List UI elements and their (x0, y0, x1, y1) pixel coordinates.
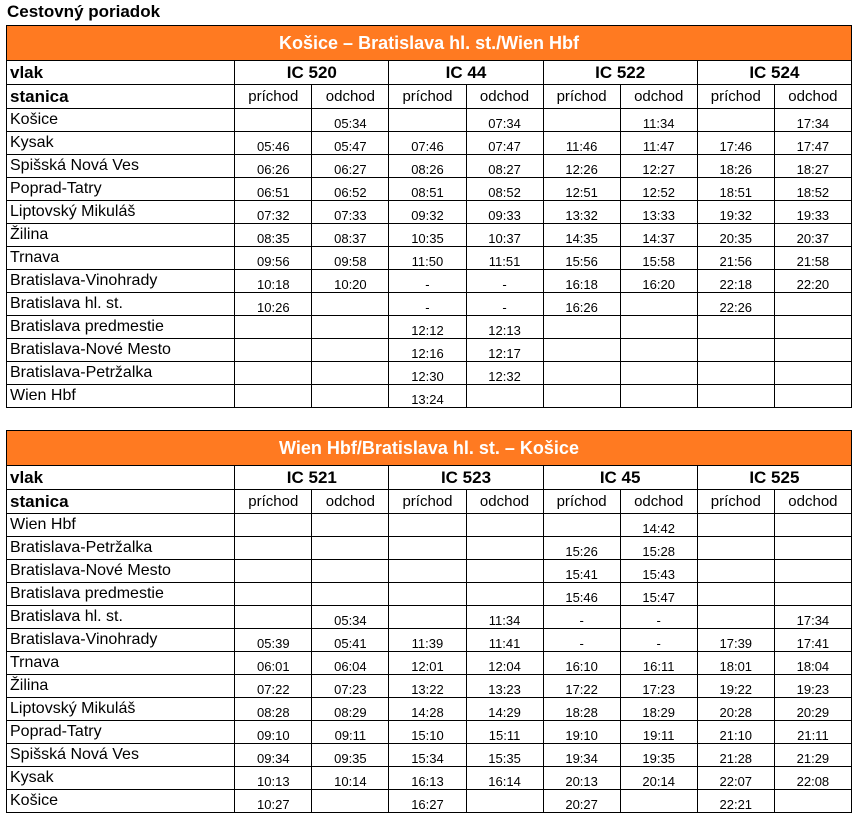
departure-time: 14:37 (620, 224, 697, 247)
arrival-time (543, 385, 620, 408)
arrival-time: 11:46 (543, 132, 620, 155)
table-row (7, 583, 852, 606)
departure-time: 19:11 (620, 721, 697, 744)
arrival-time: 18:01 (697, 652, 774, 675)
arrival-time: 05:46 (235, 132, 312, 155)
table-row (7, 560, 852, 583)
arrival-time: 22:07 (697, 767, 774, 790)
table-row (7, 247, 852, 270)
table-row (7, 385, 852, 408)
arrival-time: 17:22 (543, 675, 620, 698)
departure-time: 11:41 (466, 629, 543, 652)
train-number: IC 524 (697, 61, 851, 85)
arrival-time: 18:51 (697, 178, 774, 201)
train-label: vlak (7, 61, 235, 85)
column-header-row (7, 85, 852, 109)
arrival-time: 10:27 (235, 790, 312, 813)
departure-header: odchod (620, 85, 697, 109)
table-row (7, 293, 852, 316)
departure-time: 05:34 (312, 109, 389, 132)
arrival-time: 15:56 (543, 247, 620, 270)
station-name: Wien Hbf (7, 514, 235, 537)
table-row (7, 178, 852, 201)
departure-time: 21:29 (774, 744, 851, 767)
departure-time (774, 316, 851, 339)
departure-time: 20:14 (620, 767, 697, 790)
train-header-row (7, 61, 852, 85)
departure-time: 05:41 (312, 629, 389, 652)
station-name: Žilina (7, 675, 235, 698)
departure-time: 08:29 (312, 698, 389, 721)
departure-time (620, 293, 697, 316)
departure-time: 12:52 (620, 178, 697, 201)
departure-time: 10:37 (466, 224, 543, 247)
departure-time (620, 362, 697, 385)
station-name: Kysak (7, 767, 235, 790)
station-label: stanica (7, 490, 235, 514)
arrival-time (697, 362, 774, 385)
departure-time (312, 537, 389, 560)
departure-header: odchod (774, 490, 851, 514)
route-banner (7, 431, 852, 466)
station-name: Bratislava-Petržalka (7, 537, 235, 560)
arrival-time (235, 109, 312, 132)
departure-time (774, 293, 851, 316)
arrival-time (543, 362, 620, 385)
departure-time: 15:28 (620, 537, 697, 560)
arrival-time: 19:32 (697, 201, 774, 224)
arrival-time: 08:51 (389, 178, 466, 201)
departure-time: 13:33 (620, 201, 697, 224)
column-header-row (7, 490, 852, 514)
arrival-time: 22:21 (697, 790, 774, 813)
arrival-time: 10:26 (235, 293, 312, 316)
departure-time: - (620, 629, 697, 652)
arrival-time (697, 583, 774, 606)
table-row (7, 767, 852, 790)
arrival-time (697, 385, 774, 408)
departure-time (774, 514, 851, 537)
arrival-time: - (389, 293, 466, 316)
departure-time: 09:11 (312, 721, 389, 744)
arrival-time: 21:56 (697, 247, 774, 270)
arrival-time: 14:28 (389, 698, 466, 721)
arrival-time: 13:22 (389, 675, 466, 698)
departure-time: 17:34 (774, 606, 851, 629)
arrival-time: 08:35 (235, 224, 312, 247)
arrival-time (697, 339, 774, 362)
departure-time (774, 385, 851, 408)
departure-time: 11:34 (466, 606, 543, 629)
arrival-time (235, 339, 312, 362)
departure-time (466, 560, 543, 583)
departure-time: 09:33 (466, 201, 543, 224)
arrival-time: 22:18 (697, 270, 774, 293)
departure-time (774, 362, 851, 385)
station-name: Žilina (7, 224, 235, 247)
arrival-time: 09:32 (389, 201, 466, 224)
departure-time: 17:34 (774, 109, 851, 132)
arrival-header: príchod (389, 85, 466, 109)
arrival-time: 21:10 (697, 721, 774, 744)
departure-time (312, 362, 389, 385)
arrival-time: 11:39 (389, 629, 466, 652)
arrival-time: 15:46 (543, 583, 620, 606)
table-row (7, 224, 852, 247)
arrival-time: 15:34 (389, 744, 466, 767)
departure-time: 05:47 (312, 132, 389, 155)
timetable-wien-kosice (6, 430, 852, 813)
departure-time: 06:52 (312, 178, 389, 201)
arrival-time: 15:26 (543, 537, 620, 560)
table-row (7, 606, 852, 629)
departure-time: 22:20 (774, 270, 851, 293)
table-row (7, 514, 852, 537)
arrival-time: 07:22 (235, 675, 312, 698)
route-banner (7, 26, 852, 61)
arrival-time: 20:27 (543, 790, 620, 813)
train-number: IC 522 (543, 61, 697, 85)
arrival-time: 20:28 (697, 698, 774, 721)
table-row (7, 270, 852, 293)
departure-time: 15:47 (620, 583, 697, 606)
departure-time: 16:20 (620, 270, 697, 293)
arrival-time (235, 583, 312, 606)
station-label: stanica (7, 85, 235, 109)
departure-time (466, 583, 543, 606)
departure-time: 06:27 (312, 155, 389, 178)
arrival-time (543, 109, 620, 132)
departure-time (774, 790, 851, 813)
arrival-time: 07:32 (235, 201, 312, 224)
station-name: Poprad-Tatry (7, 178, 235, 201)
arrival-time (543, 339, 620, 362)
departure-time: 07:33 (312, 201, 389, 224)
departure-time: 09:58 (312, 247, 389, 270)
departure-time: 18:52 (774, 178, 851, 201)
train-header-row (7, 466, 852, 490)
departure-time: 15:35 (466, 744, 543, 767)
arrival-time (697, 606, 774, 629)
station-name: Liptovský Mikuláš (7, 201, 235, 224)
arrival-time: 14:35 (543, 224, 620, 247)
table-row (7, 362, 852, 385)
arrival-header: príchod (697, 85, 774, 109)
departure-time: 18:27 (774, 155, 851, 178)
departure-time: - (620, 606, 697, 629)
arrival-time: 20:13 (543, 767, 620, 790)
departure-time: 08:37 (312, 224, 389, 247)
arrival-time (389, 583, 466, 606)
arrival-time: 06:51 (235, 178, 312, 201)
arrival-time: 12:30 (389, 362, 466, 385)
departure-time (466, 514, 543, 537)
arrival-time: 16:26 (543, 293, 620, 316)
arrival-time: - (389, 270, 466, 293)
departure-time: 13:23 (466, 675, 543, 698)
departure-time (466, 790, 543, 813)
arrival-time: 10:35 (389, 224, 466, 247)
arrival-time: 12:26 (543, 155, 620, 178)
departure-header: odchod (466, 490, 543, 514)
departure-time: 15:58 (620, 247, 697, 270)
departure-time: 08:52 (466, 178, 543, 201)
station-name: Bratislava-Nové Mesto (7, 339, 235, 362)
route-title: Košice – Bratislava hl. st./Wien Hbf (7, 26, 852, 61)
arrival-time: 09:10 (235, 721, 312, 744)
arrival-time (543, 316, 620, 339)
station-name: Košice (7, 790, 235, 813)
arrival-time: 18:28 (543, 698, 620, 721)
departure-time: 11:34 (620, 109, 697, 132)
arrival-time: 17:46 (697, 132, 774, 155)
train-number: IC 44 (389, 61, 543, 85)
arrival-time: 12:01 (389, 652, 466, 675)
departure-time (312, 560, 389, 583)
train-number: IC 523 (389, 466, 543, 490)
arrival-time: 10:13 (235, 767, 312, 790)
departure-time: 21:11 (774, 721, 851, 744)
arrival-time: 22:26 (697, 293, 774, 316)
station-name: Spišská Nová Ves (7, 744, 235, 767)
departure-header: odchod (312, 490, 389, 514)
arrival-time (697, 537, 774, 560)
station-name: Spišská Nová Ves (7, 155, 235, 178)
arrival-time: 19:22 (697, 675, 774, 698)
departure-header: odchod (312, 85, 389, 109)
departure-time: 21:58 (774, 247, 851, 270)
arrival-time: 16:10 (543, 652, 620, 675)
departure-time (774, 339, 851, 362)
departure-time: 11:51 (466, 247, 543, 270)
departure-time: 16:14 (466, 767, 543, 790)
departure-time (312, 583, 389, 606)
arrival-time (235, 537, 312, 560)
departure-time: - (466, 293, 543, 316)
arrival-time: - (543, 629, 620, 652)
arrival-time (235, 514, 312, 537)
departure-header: odchod (774, 85, 851, 109)
arrival-time (697, 560, 774, 583)
departure-time: 10:14 (312, 767, 389, 790)
departure-header: odchod (620, 490, 697, 514)
station-name: Bratislava hl. st. (7, 606, 235, 629)
station-name: Bratislava-Petržalka (7, 362, 235, 385)
arrival-header: príchod (235, 490, 312, 514)
arrival-time: 10:18 (235, 270, 312, 293)
arrival-time: 16:27 (389, 790, 466, 813)
arrival-time: 17:39 (697, 629, 774, 652)
departure-time: 15:43 (620, 560, 697, 583)
arrival-header: príchod (235, 85, 312, 109)
arrival-time (389, 560, 466, 583)
table-row (7, 629, 852, 652)
arrival-time: 16:13 (389, 767, 466, 790)
arrival-time (697, 514, 774, 537)
departure-time (774, 560, 851, 583)
table-row (7, 790, 852, 813)
station-name: Kysak (7, 132, 235, 155)
departure-time: 14:29 (466, 698, 543, 721)
arrival-time: 18:26 (697, 155, 774, 178)
departure-time (620, 339, 697, 362)
departure-time: 12:04 (466, 652, 543, 675)
departure-time (774, 537, 851, 560)
departure-time: 17:41 (774, 629, 851, 652)
arrival-time: 13:32 (543, 201, 620, 224)
departure-time: 07:34 (466, 109, 543, 132)
timetable-kosice-bratislava (6, 25, 852, 408)
departure-time: 08:27 (466, 155, 543, 178)
table-row (7, 675, 852, 698)
departure-time: 18:04 (774, 652, 851, 675)
departure-time: 19:23 (774, 675, 851, 698)
departure-time: 19:35 (620, 744, 697, 767)
table-row (7, 744, 852, 767)
station-name: Bratislava-Vinohrady (7, 270, 235, 293)
arrival-time: 12:16 (389, 339, 466, 362)
arrival-time (697, 316, 774, 339)
departure-time: 15:11 (466, 721, 543, 744)
train-number: IC 45 (543, 466, 697, 490)
arrival-time: 20:35 (697, 224, 774, 247)
station-name: Trnava (7, 652, 235, 675)
table-row (7, 155, 852, 178)
departure-time (312, 316, 389, 339)
table-row (7, 201, 852, 224)
departure-time: 17:47 (774, 132, 851, 155)
arrival-time: 15:10 (389, 721, 466, 744)
route-title: Wien Hbf/Bratislava hl. st. – Košice (7, 431, 852, 466)
departure-time: 22:08 (774, 767, 851, 790)
arrival-time (235, 316, 312, 339)
table-row (7, 316, 852, 339)
arrival-time (389, 606, 466, 629)
arrival-time: 19:10 (543, 721, 620, 744)
station-name: Liptovský Mikuláš (7, 698, 235, 721)
departure-time (312, 514, 389, 537)
departure-time (620, 385, 697, 408)
departure-time: 05:34 (312, 606, 389, 629)
arrival-time (235, 606, 312, 629)
arrival-time: - (543, 606, 620, 629)
departure-time: 07:23 (312, 675, 389, 698)
arrival-header: príchod (389, 490, 466, 514)
departure-time: 09:35 (312, 744, 389, 767)
departure-time (312, 385, 389, 408)
arrival-time: 19:34 (543, 744, 620, 767)
departure-time (466, 537, 543, 560)
arrival-time: 21:28 (697, 744, 774, 767)
departure-time: 12:27 (620, 155, 697, 178)
station-name: Trnava (7, 247, 235, 270)
departure-time: 12:13 (466, 316, 543, 339)
departure-time: 16:11 (620, 652, 697, 675)
departure-time (466, 385, 543, 408)
departure-time: 18:29 (620, 698, 697, 721)
arrival-time: 06:26 (235, 155, 312, 178)
departure-time (620, 790, 697, 813)
departure-time: 07:47 (466, 132, 543, 155)
departure-time: - (466, 270, 543, 293)
departure-time: 19:33 (774, 201, 851, 224)
table-row (7, 537, 852, 560)
departure-time (774, 583, 851, 606)
departure-time: 14:42 (620, 514, 697, 537)
station-name: Bratislava predmestie (7, 583, 235, 606)
train-number: IC 525 (697, 466, 851, 490)
arrival-time (389, 109, 466, 132)
arrival-header: príchod (543, 490, 620, 514)
departure-time: 20:37 (774, 224, 851, 247)
arrival-time: 08:28 (235, 698, 312, 721)
arrival-time (389, 537, 466, 560)
departure-time (312, 339, 389, 362)
arrival-time (389, 514, 466, 537)
departure-time: 20:29 (774, 698, 851, 721)
arrival-time: 12:51 (543, 178, 620, 201)
arrival-header: príchod (697, 490, 774, 514)
table-row (7, 339, 852, 362)
arrival-time (697, 109, 774, 132)
arrival-time: 12:12 (389, 316, 466, 339)
station-name: Bratislava hl. st. (7, 293, 235, 316)
table-row (7, 652, 852, 675)
table-row (7, 132, 852, 155)
train-number: IC 520 (235, 61, 389, 85)
arrival-time (543, 514, 620, 537)
arrival-header: príchod (543, 85, 620, 109)
arrival-time: 05:39 (235, 629, 312, 652)
departure-time: 10:20 (312, 270, 389, 293)
arrival-time: 15:41 (543, 560, 620, 583)
table-row (7, 698, 852, 721)
station-name: Košice (7, 109, 235, 132)
arrival-time (235, 362, 312, 385)
arrival-time: 11:50 (389, 247, 466, 270)
departure-time: 11:47 (620, 132, 697, 155)
departure-time: 12:17 (466, 339, 543, 362)
table-row (7, 109, 852, 132)
table-row (7, 721, 852, 744)
departure-header: odchod (466, 85, 543, 109)
arrival-time: 13:24 (389, 385, 466, 408)
station-name: Poprad-Tatry (7, 721, 235, 744)
arrival-time: 09:34 (235, 744, 312, 767)
station-name: Bratislava-Nové Mesto (7, 560, 235, 583)
arrival-time: 09:56 (235, 247, 312, 270)
train-label: vlak (7, 466, 235, 490)
station-name: Bratislava predmestie (7, 316, 235, 339)
arrival-time: 08:26 (389, 155, 466, 178)
departure-time: 06:04 (312, 652, 389, 675)
arrival-time (235, 385, 312, 408)
departure-time: 12:32 (466, 362, 543, 385)
station-name: Wien Hbf (7, 385, 235, 408)
arrival-time: 06:01 (235, 652, 312, 675)
departure-time: 17:23 (620, 675, 697, 698)
station-name: Bratislava-Vinohrady (7, 629, 235, 652)
train-number: IC 521 (235, 466, 389, 490)
arrival-time (235, 560, 312, 583)
departure-time (312, 293, 389, 316)
departure-time (312, 790, 389, 813)
page-title: Cestovný poriadok (7, 2, 161, 21)
arrival-time: 07:46 (389, 132, 466, 155)
departure-time (620, 316, 697, 339)
arrival-time: 16:18 (543, 270, 620, 293)
